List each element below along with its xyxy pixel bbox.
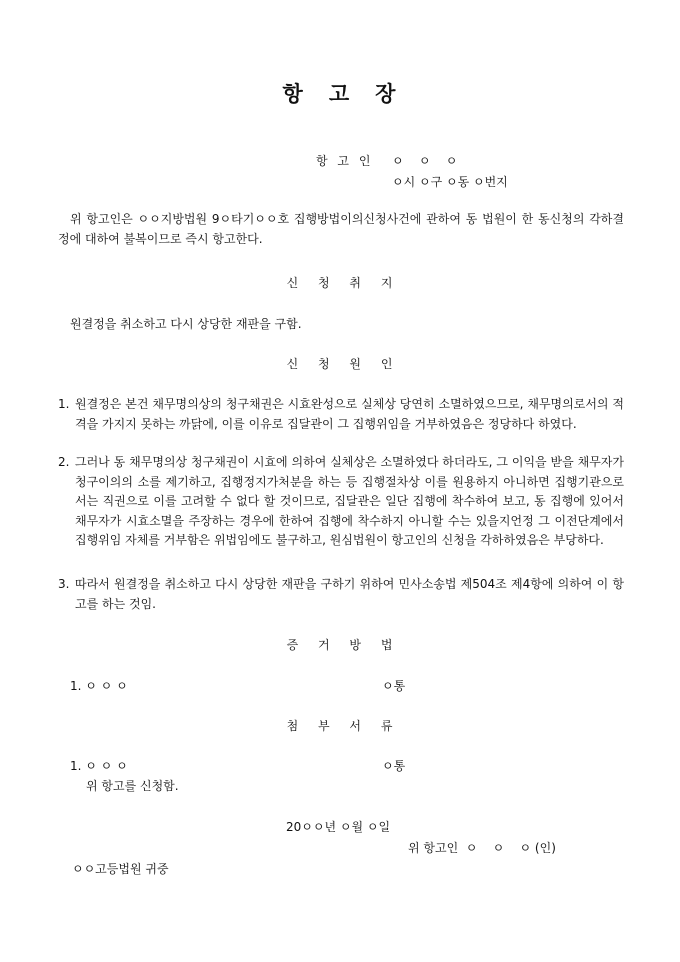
court-addressee: ㅇㅇ고등법원 귀중: [72, 862, 169, 876]
closing-request: 위 항고를 신청함.: [86, 779, 179, 793]
reason-item-3-number: 3.: [58, 577, 70, 591]
appellant-label: 항 고 인: [316, 154, 371, 168]
document-title: [0, 78, 680, 108]
reason-item-2-number: 2.: [58, 455, 70, 469]
attachment-count: ㅇ통: [382, 759, 406, 773]
evidence-count: ㅇ통: [382, 679, 406, 693]
reason-item-3-text: 따라서 원결정을 취소하고 다시 상당한 재판을 구하기 위하여 민사소송법 제504조 제4항에 의하여 이 항고를 하는 것임.: [75, 577, 624, 611]
title-char-3: 장: [375, 82, 398, 106]
reason-item-1-text: 원결정은 본건 채무명의상의 청구채권은 시효완성으로 실체상 당연히 소멸하였으므로, 채무명의로서의 적격을 가지지 못하는 까닭에, 이를 이유로 집달관이 그 집행위임을 거부하였음은 정당하다 하였다.: [75, 397, 624, 431]
appellant-name: ㅇ ㅇ ㅇ: [392, 154, 458, 168]
purpose-heading: 신 청 취 지: [286, 276, 394, 290]
reason-item-3: [58, 575, 624, 614]
intro-paragraph: 위 항고인은 ㅇㅇ지방법원 9ㅇ타기ㅇㅇ호 집행방법이의신청사건에 관하여 동 법원이 한 동신청의 각하결정에 대하여 불복이므로 즉시 항고한다.: [58, 212, 624, 246]
evidence-heading: 증 거 방 법: [286, 638, 394, 652]
title-char-1: 항: [282, 82, 305, 106]
appellant-address: ㅇ시 ㅇ구 ㅇ동 ㅇ번지: [392, 175, 508, 189]
reason-item-1-number: 1.: [58, 397, 70, 411]
closing-signer: 위 항고인 ㅇ ㅇ ㅇ (인): [408, 841, 556, 855]
attachments-heading: 첨 부 서 류: [286, 719, 394, 733]
title-char-2: 고: [328, 82, 352, 106]
reason-item-1: [58, 395, 624, 434]
purpose-text: 원결정을 취소하고 다시 상당한 재판을 구함.: [70, 317, 302, 331]
evidence-item: 1. ㅇ ㅇ ㅇ: [70, 679, 128, 693]
reason-item-2: [58, 453, 624, 551]
reason-item-2-text: 그러나 동 채무명의상 청구채권이 시효에 의하여 실체상은 소멸하였다 하더라도, 그 이익을 받을 채무자가 청구이의의 소를 제기하고, 집행정지가처분을 하는 등 집행절차상 이를 원용하지 아니하면 집행기관으로서는 직권으로 이를 고려할 수 없다 할 것이므로, 집달관은 일단 집행에 착수하여 보고, 동 집행에 있어서 채무자가 시효소멸을 주장하는 경우에 한하여 집행에 착수하지 아니할 수는 있을지언정 그 이전단계에서 집행위임 자체를 거부함은 위법임에도 불구하고, 원심법원이 항고인의 신청을 각하하였음은 부당하다.: [75, 455, 624, 547]
reasons-heading: 신 청 원 인: [286, 357, 394, 371]
attachment-item: 1. ㅇ ㅇ ㅇ: [70, 759, 128, 773]
closing-date: 20ㅇㅇ년 ㅇ월 ㅇ일: [286, 820, 391, 834]
